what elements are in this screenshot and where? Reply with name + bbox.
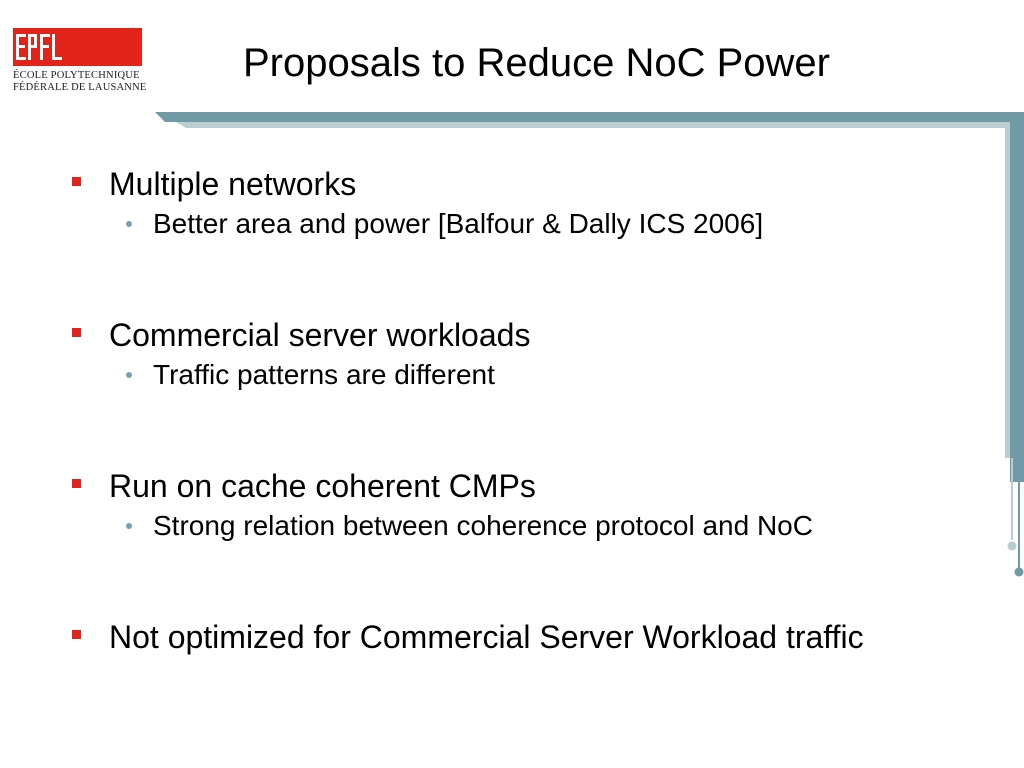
bullet-item xyxy=(72,313,1007,393)
dot-bullet-icon xyxy=(126,221,132,227)
red-square-bullet-icon xyxy=(72,479,81,488)
red-square-bullet-icon xyxy=(72,630,81,639)
bullet-item xyxy=(72,162,1007,242)
slide-title: Proposals to Reduce NoC Power xyxy=(243,41,830,85)
red-square-bullet-icon xyxy=(72,328,81,337)
epfl-logo xyxy=(13,28,147,94)
sub-bullet-text: Better area and power [Balfour & Dally ICS 2006] xyxy=(153,208,764,239)
bullet-level1 xyxy=(72,615,1007,659)
bullet-level1 xyxy=(72,313,1007,357)
sub-bullet-text: Traffic patterns are different xyxy=(153,359,495,390)
right-rail-dark xyxy=(1010,122,1024,482)
dot-bullet-icon xyxy=(126,523,132,529)
epfl-logo-mark xyxy=(13,28,142,66)
logo-line-2: FÉDÉRALE DE LAUSANNE xyxy=(13,82,147,93)
bullet-level2 xyxy=(72,357,1007,393)
bullet-text: Multiple networks xyxy=(109,166,357,202)
red-square-bullet-icon xyxy=(72,177,81,186)
bullet-item xyxy=(72,615,1007,659)
dot-bullet-icon xyxy=(126,372,132,378)
bullet-level2 xyxy=(72,508,1007,544)
bullet-level1 xyxy=(72,162,1007,206)
header-bar-light xyxy=(176,122,1010,128)
bullet-text: Commercial server workloads xyxy=(109,317,531,353)
bullet-item xyxy=(72,464,1007,544)
bullet-level2 xyxy=(72,206,1007,242)
bullet-text: Not optimized for Commercial Server Workload traffic xyxy=(109,619,864,655)
hanging-dot-left xyxy=(1008,542,1017,551)
bullet-text: Run on cache coherent CMPs xyxy=(109,468,536,504)
bullet-level1 xyxy=(72,464,1007,508)
hanging-dot-right xyxy=(1015,568,1024,577)
logo-line-1: ÉCOLE POLYTECHNIQUE xyxy=(13,70,140,81)
epfl-wordmark-icon xyxy=(13,32,65,62)
sub-bullet-text: Strong relation between coherence protocol and NoC xyxy=(153,510,813,541)
header-bar-dark xyxy=(155,112,1024,122)
